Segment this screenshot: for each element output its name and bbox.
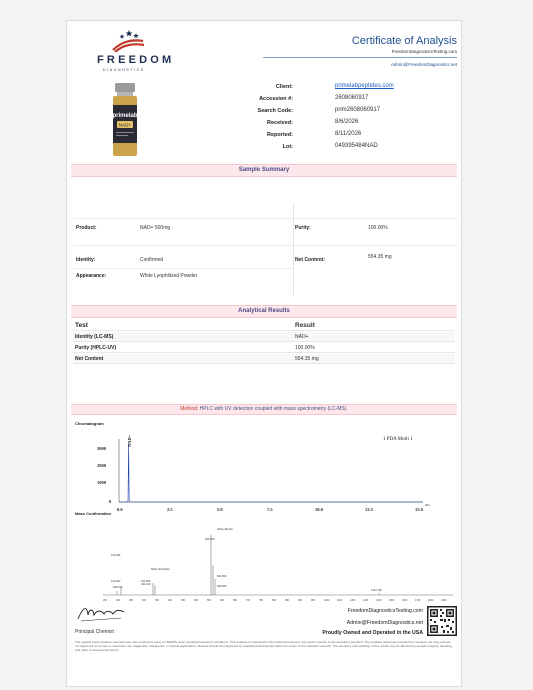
logo-wordmark: FREEDOM (97, 54, 175, 66)
y-tick-label: 3000 (97, 446, 106, 451)
test-name: Net Content (75, 356, 104, 362)
client-value[interactable]: primelabpeptides.com (335, 83, 394, 89)
search-code-label: Search Code: (257, 108, 293, 114)
x-tick-label: 7.5 (267, 507, 273, 512)
x-tick-label: 500 (194, 599, 198, 602)
x-tick-label: 12.5 (365, 507, 373, 512)
received-value: 8/6/2026 (335, 119, 359, 125)
x-tick-label: 5.0 (217, 507, 223, 512)
footer-website[interactable]: FreedomDiagnosticsTesting.com (347, 608, 423, 614)
purity-value: 100.00% (368, 225, 388, 231)
logo-subtitle: DIAGNOSTICS (103, 68, 145, 72)
chromatogram-trace (119, 443, 423, 502)
mass-confirmation-label: Mass Confirmation (75, 511, 112, 516)
x-tick-label: 600 (220, 599, 224, 602)
mass-annotation: 122,299 (111, 554, 121, 557)
footer-email[interactable]: Admin@FreedomDiagnostics.net (346, 620, 423, 626)
x-tick-label: 150 (103, 599, 107, 602)
sample-summary-box (73, 183, 457, 300)
received-label: Received: (267, 120, 293, 126)
x-tick-label: 1000 (324, 599, 330, 602)
mass-annotation: 664.000 (205, 538, 215, 541)
peak-label: NAD+ (127, 434, 132, 447)
mass-annotation: 1327.700 (371, 589, 382, 592)
summary-row-divider (73, 268, 293, 269)
summary-divider (293, 203, 294, 295)
identity-label: Identity: (76, 257, 96, 263)
test-column-header: Test (75, 322, 88, 329)
x-axis-unit: min (425, 503, 430, 507)
net-content-value: 554.35 mg (368, 254, 392, 260)
x-tick-label: 350 (155, 599, 159, 602)
x-tick-label: 1800 (428, 599, 434, 602)
y-tick-label: 1000 (97, 480, 106, 485)
x-tick-label: 850 (285, 599, 289, 602)
x-tick-label: 650 (233, 599, 237, 602)
mass-annotation: NAD+ [M+H]+ (217, 528, 234, 531)
x-tick-label: 750 (259, 599, 263, 602)
product-value: NAD+ 500mg (140, 225, 171, 231)
mass-annotation: NAD+ [M+2H]2+ (151, 568, 171, 571)
x-tick-label: 15.0 (415, 507, 423, 512)
x-tick-label: 1400 (376, 599, 382, 602)
x-tick-label: 1700 (415, 599, 421, 602)
header-website[interactable]: FreedomDiagnosticsTesting.com (391, 49, 457, 54)
x-tick-label: 400 (168, 599, 172, 602)
accession-label: Accession #: (259, 96, 293, 102)
method-text: HPLC with UV detection coupled with mass spectrometry (LC-MS). (199, 406, 348, 412)
analytical-results-heading: Analytical Results (71, 305, 457, 318)
product-label: Product: (76, 225, 97, 231)
x-tick-label: 800 (272, 599, 276, 602)
lot-value: 049395484NAD (335, 143, 378, 149)
summary-row-divider (73, 245, 457, 246)
chromatogram-plot (73, 431, 455, 513)
reported-label: Reported: (267, 132, 293, 138)
reported-value: 8/11/2026 (335, 131, 362, 137)
mass-spectrum-plot (73, 521, 455, 603)
y-tick-label: 0 (109, 499, 112, 504)
y-tick-label: 2000 (97, 463, 106, 468)
table-row (73, 332, 455, 342)
test-name: Purity (HPLC-UV) (75, 345, 117, 351)
x-tick-label: 250 (129, 599, 133, 602)
mass-annotation: 665.400 (217, 585, 227, 588)
certificate-page (66, 20, 462, 687)
x-tick-label: 900 (298, 599, 302, 602)
results-table-header (73, 321, 455, 331)
product-vial-image (111, 83, 139, 158)
qr-code-icon[interactable] (427, 606, 457, 636)
x-tick-label: 950 (311, 599, 315, 602)
test-result: NAD+ (295, 334, 309, 340)
x-tick-label: 10.0 (315, 507, 323, 512)
sample-summary-heading: Sample Summary (71, 164, 457, 177)
lot-label: Lot: (282, 144, 293, 150)
x-tick-label: 1600 (402, 599, 408, 602)
client-label: Client: (275, 84, 293, 90)
vial-product-label: NAD+ (118, 122, 132, 128)
x-tick-label: 1200 (350, 599, 356, 602)
x-tick-label: 1300 (363, 599, 369, 602)
detector-label: 1 PDA Multi 1 (383, 437, 413, 442)
header-divider (263, 57, 457, 58)
x-tick-label: 1900 (441, 599, 447, 602)
vial-brand-label: primelab (112, 113, 138, 119)
signature-image (75, 603, 127, 623)
identity-value: Confirmed (140, 257, 164, 263)
mass-annotation: 331.400 (141, 583, 151, 586)
test-name: Identity (LC-MS) (75, 334, 114, 340)
search-code-value: prim2608060917 (335, 107, 381, 113)
net-content-label: Net Content: (295, 257, 325, 263)
x-tick-label: 1100 (337, 599, 343, 602)
page-title: Certificate of Analysis (351, 35, 457, 47)
test-result: 100.00% (295, 345, 315, 351)
header-email[interactable]: Admin@FreedomDiagnostics.net (390, 62, 457, 67)
principal-chemist-label: Principal Chemist (75, 629, 114, 635)
mass-annotation: 180.100 (113, 586, 123, 589)
appearance-label: Appearance: (76, 273, 107, 279)
x-tick-label: 0.0 (117, 507, 123, 512)
table-row (73, 343, 455, 353)
mass-annotation: 664.500 (217, 575, 227, 578)
table-row (73, 354, 455, 364)
x-tick-label: 700 (246, 599, 250, 602)
x-tick-label: 550 (207, 599, 211, 602)
x-tick-label: 1500 (389, 599, 395, 602)
summary-row-divider (73, 218, 457, 219)
chromatogram-label: Chromatogram (75, 421, 104, 426)
appearance-value: White Lyophilized Powder (140, 273, 198, 279)
flag-logo-icon (111, 28, 145, 52)
x-tick-label: 300 (142, 599, 146, 602)
mass-annotation: 122,000 (111, 580, 121, 583)
owned-operated-text: Proudly Owned and Operated in the USA (322, 630, 423, 636)
accession-value: 2608060917 (335, 95, 369, 101)
result-column-header: Result (295, 322, 315, 329)
mass-annotation: 332.000 (141, 580, 151, 583)
x-tick-label: 200 (116, 599, 120, 602)
purity-label: Purity: (295, 225, 311, 231)
disclaimer-text: The peptide purity analysis reported here was conducted using LC-MS/MS under standard laboratory conditions. This analysis is intended for informational purposes only and is specific to the sample(s) provided. The peptides tested are intended for research use only and are not approved for human or veterinary use, diagnostic, therapeutic, or clinical applications. Results should be interpreted by qualified professionals within the scope of the intended research. The accuracy and reliability of the results may be affected by sample integrity, handling, and other environmental factors. (75, 640, 453, 653)
test-result: 554.35 mg (295, 356, 319, 362)
method-banner (71, 404, 457, 415)
method-label: Method: (180, 406, 199, 412)
x-tick-label: 2.5 (167, 507, 173, 512)
x-tick-label: 450 (181, 599, 185, 602)
